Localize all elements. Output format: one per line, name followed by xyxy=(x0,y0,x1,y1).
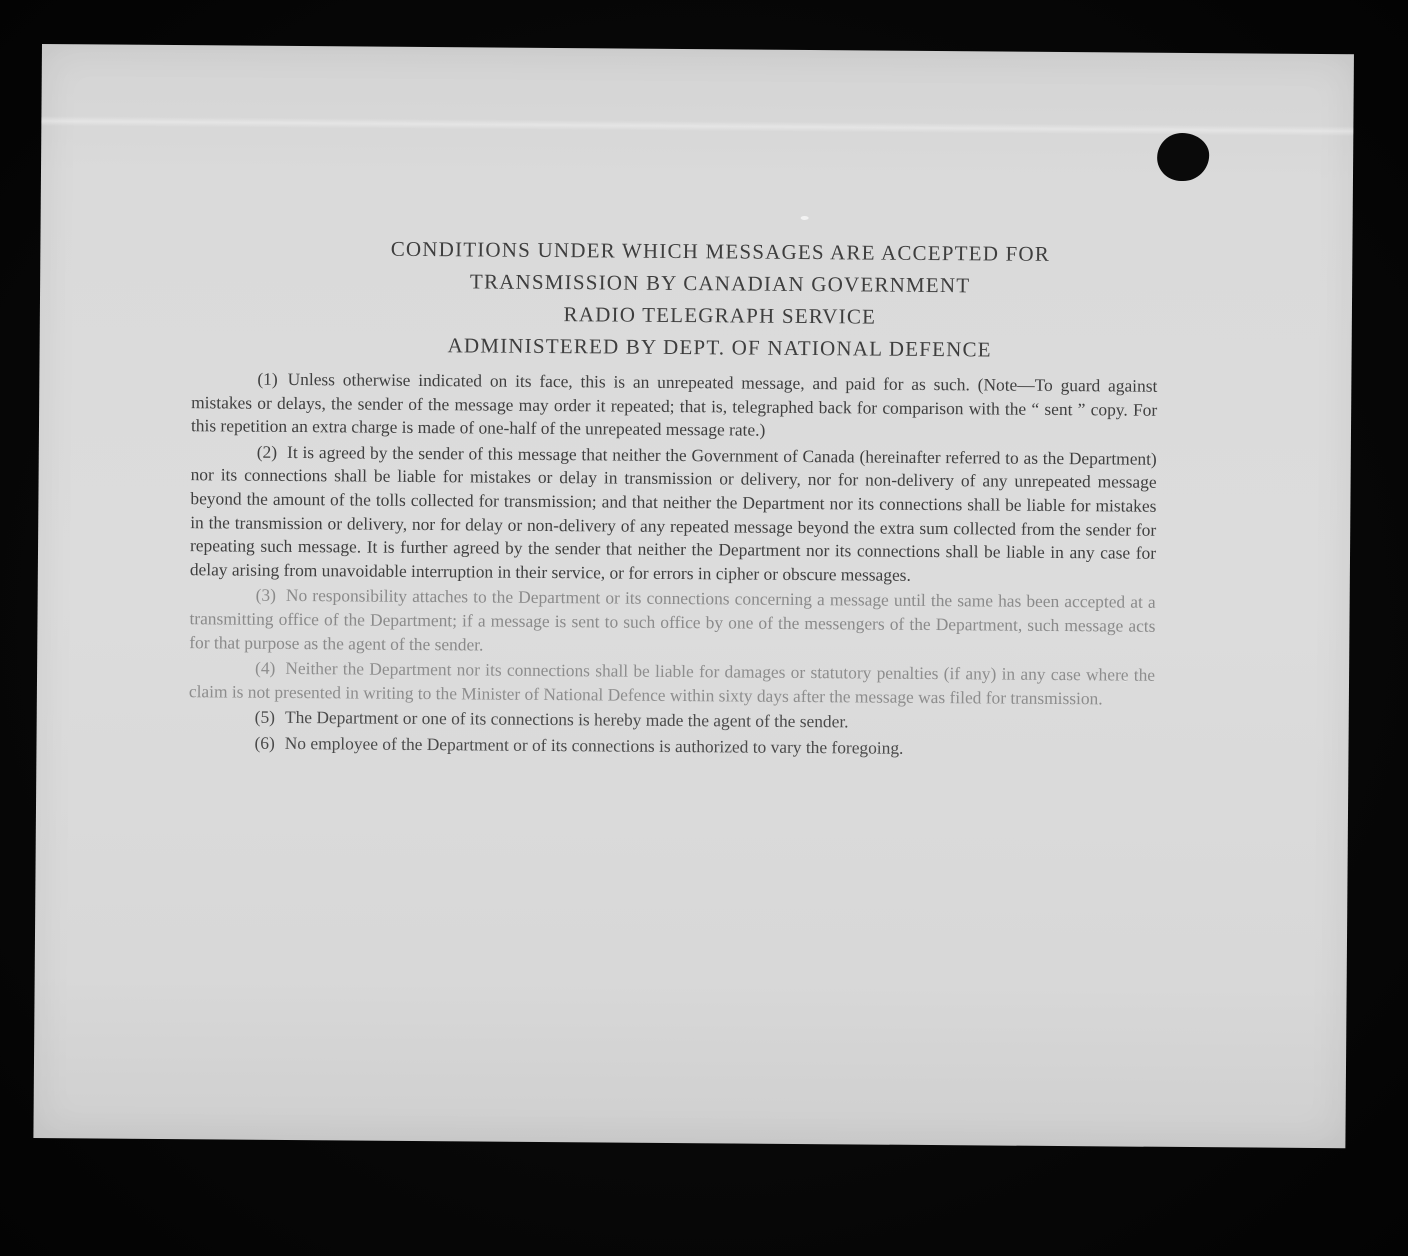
clause-number: (3) xyxy=(255,585,277,606)
clause-text: Neither the Department nor its connections shall be liable for damages or statutory penalties (if any) in any case where the claim is not presented in writing to the Minister of National Defence within sixty days after the message was filed for transmission. xyxy=(188,658,1156,709)
title-line: RADIO TELEGRAPH SERVICE xyxy=(563,302,877,329)
paper-fold xyxy=(41,116,1353,136)
title-line: TRANSMISSION BY CANADIAN GOVERNMENT xyxy=(469,269,971,298)
clause-text: The Department or one of its connections is hereby made the agent of the sender. xyxy=(284,707,849,732)
clause-text: No responsibility attaches to the Department or its connections concerning a message until the same has been accepted at a transmitting office of the Department; if a message is sent to such office by one of the messengers of the Department, such message acts for that purpose as the agent of the sender. xyxy=(189,585,1156,655)
title-line: CONDITIONS UNDER WHICH MESSAGES ARE ACCEPTED FOR xyxy=(390,236,1051,266)
clause-1 xyxy=(191,367,1158,445)
dust-speck xyxy=(801,216,809,220)
document-title xyxy=(220,231,1221,367)
clause-number: (1) xyxy=(257,368,278,389)
clause-text: It is agreed by the sender of this message that neither the Government of Canada (hereinafter referred to as the Department) nor its connections shall be liable for mistakes or delay in transmission or delivery, nor for non-delivery of any unrepeated message beyond the amount of the tolls collected for transmission; and that neither the Department nor its connections shall be liable for mistakes in the transmission or delivery, nor for delay or non-delivery of any repeated message beyond the extra sum collected from the sender for repeating such message. It is further agreed by the sender that neither the Department nor its connections shall be liable in any case for delay arising from unavoidable interruption in their service, or for errors in cipher or obscure messages. xyxy=(189,441,1157,585)
clause-number: (4) xyxy=(255,657,276,678)
title-line: ADMINISTERED BY DEPT. OF NATIONAL DEFENCE xyxy=(447,333,992,362)
paper-sheet xyxy=(33,44,1354,1148)
clause-text: Unless otherwise indicated on its face, this is an unrepeated message, and paid for as such. (Note—To guard against mistakes or delays, the sender of the message may order it repeated; that is, telegraphed back for comparison with the “ sent ” copy. For this repetition an extra charge is made of one-half of the unrepeated message rate.) xyxy=(190,368,1158,440)
clause-number: (2) xyxy=(256,441,278,462)
clause-text: No employee of the Department or of its connections is authorized to vary the foregoing. xyxy=(284,732,904,758)
clause-3 xyxy=(189,584,1156,662)
punch-hole xyxy=(1157,133,1209,181)
clause-4 xyxy=(189,656,1155,711)
clause-number: (5) xyxy=(254,707,276,728)
clause-2 xyxy=(190,440,1157,589)
clause-6 xyxy=(188,731,1154,762)
conditions-body xyxy=(188,367,1157,764)
clause-number: (6) xyxy=(254,732,275,753)
